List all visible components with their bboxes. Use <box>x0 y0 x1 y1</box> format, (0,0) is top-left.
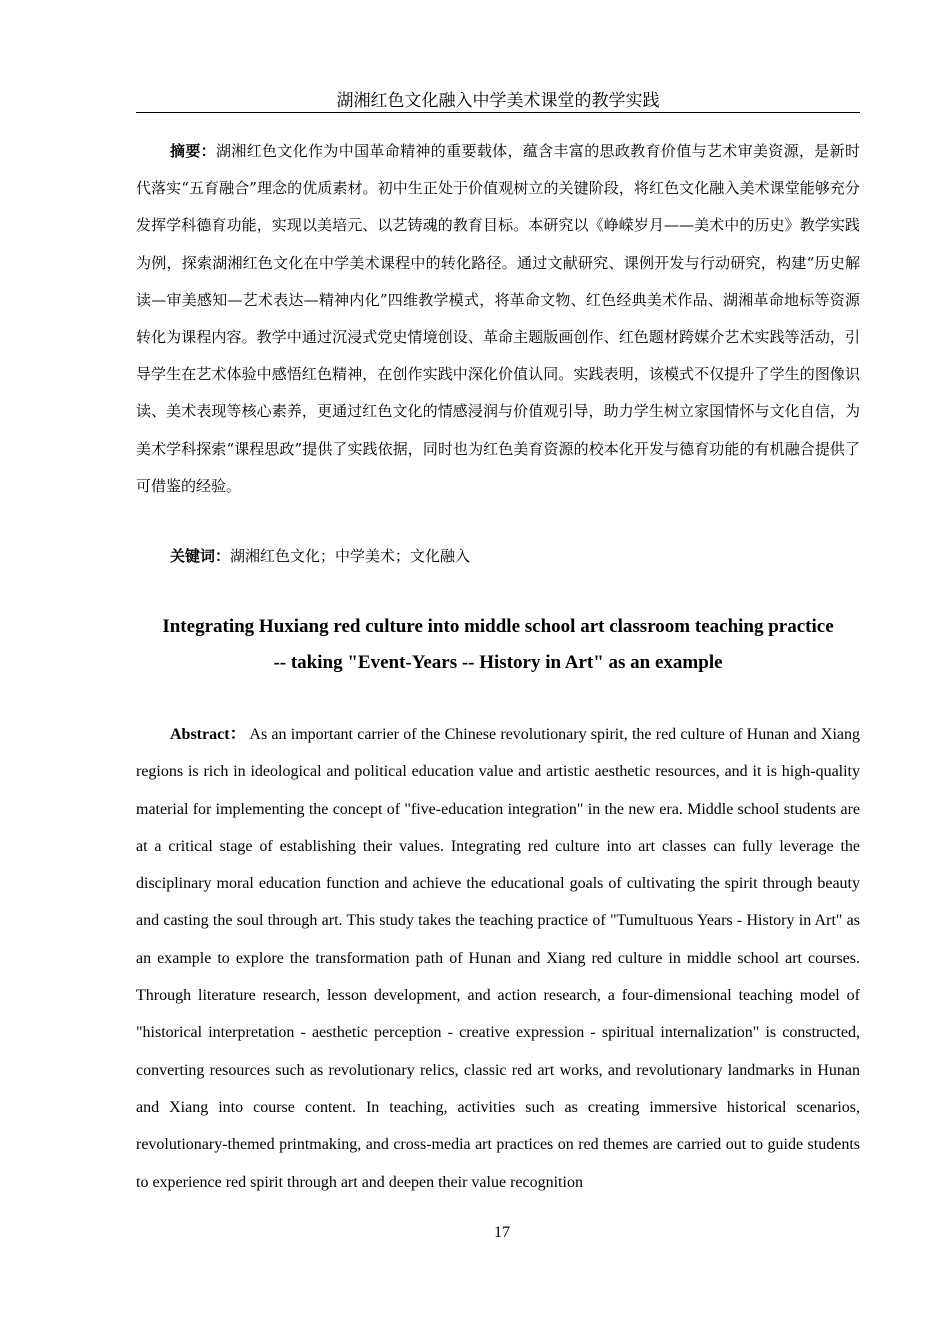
english-abstract-text: As an important carrier of the Chinese revolutionary spirit, the red culture of Hunan and Xiang regions is rich in ideological and political education value and artistic aesthetic resources, and it is high-quality material for implementing the concept of "five-education integration" in the new era. Middle school students are at a critical stage of establishing their values. Integrating red culture into art classes can fully leverage the disciplinary moral education function and achieve the educational goals of cultivating the spirit through beauty and casting the soul through art. This study takes the teaching practice of "Tumultuous Years - History in Art" as an example to explore the transformation path of Hunan and Xiang red culture in middle school art courses. Through literature research, lesson development, and action research, a four-dimensional teaching model of "historical interpretation - aesthetic perception - creative expression - spiritual internalization" is constructed, converting resources such as revolutionary relics, classic red art works, and revolutionary landmarks in Hunan and Xiang into course content. In teaching, activities such as creating immersive historical scenarios, revolutionary-themed printmaking, and cross-media art practices on red themes are carried out to guide students to experience red spirit through art and deepen their value recognition <box>136 726 860 1191</box>
english-abstract <box>136 716 860 1201</box>
english-title-line1: Integrating Huxiang red culture into middle school art classroom teaching practice <box>162 616 834 637</box>
english-title-line2: -- taking "Event-Years -- History in Art" as an example <box>273 652 723 673</box>
page-number: 17 <box>494 1224 510 1241</box>
chinese-keywords <box>136 541 860 571</box>
chinese-abstract <box>136 133 860 505</box>
chinese-keywords-label: 关键词： <box>170 547 231 565</box>
chinese-abstract-label: 摘要： <box>170 142 217 160</box>
english-abstract-label: Abstract： <box>170 726 247 743</box>
english-title <box>136 609 860 681</box>
chinese-keywords-text: 湖湘红色文化；中学美术；文化融入 <box>230 547 471 565</box>
chinese-abstract-text: 湖湘红色文化作为中国革命精神的重要载体，蕴含丰富的思政教育价值与艺术审美资源，是新时代落实“五育融合”理念的优质素材。初中生正处于价值观树立的关键阶段，将红色文化融入美术课堂能够充分发挥学科德育功能，实现以美培元、以艺铸魂的教育目标。本研究以《峥嵘岁月——美术中的历史》教学实践为例，探索湖湘红色文化在中学美术课程中的转化路径。通过文献研究、课例开发与行动研究，构建“历史解读—审美感知—艺术表达—精神内化”四维教学模式，将革命文物、红色经典美术作品、湖湘革命地标等资源转化为课程内容。教学中通过沉浸式党史情境创设、革命主题版画创作、红色题材跨媒介艺术实践等活动，引导学生在艺术体验中感悟红色精神，在创作实践中深化价值认同。实践表明，该模式不仅提升了学生的图像识读、美术表现等核心素养，更通过红色文化的情感浸润与价值观引导，助力学生树立家国情怀与文化自信，为美术学科探索“课程思政”提供了实践依据，同时也为红色美育资源的校本化开发与德育功能的有机融合提供了可借鉴的经验。 <box>136 142 860 495</box>
running-header: 湖湘红色文化融入中学美术课堂的教学实践 <box>136 90 860 113</box>
